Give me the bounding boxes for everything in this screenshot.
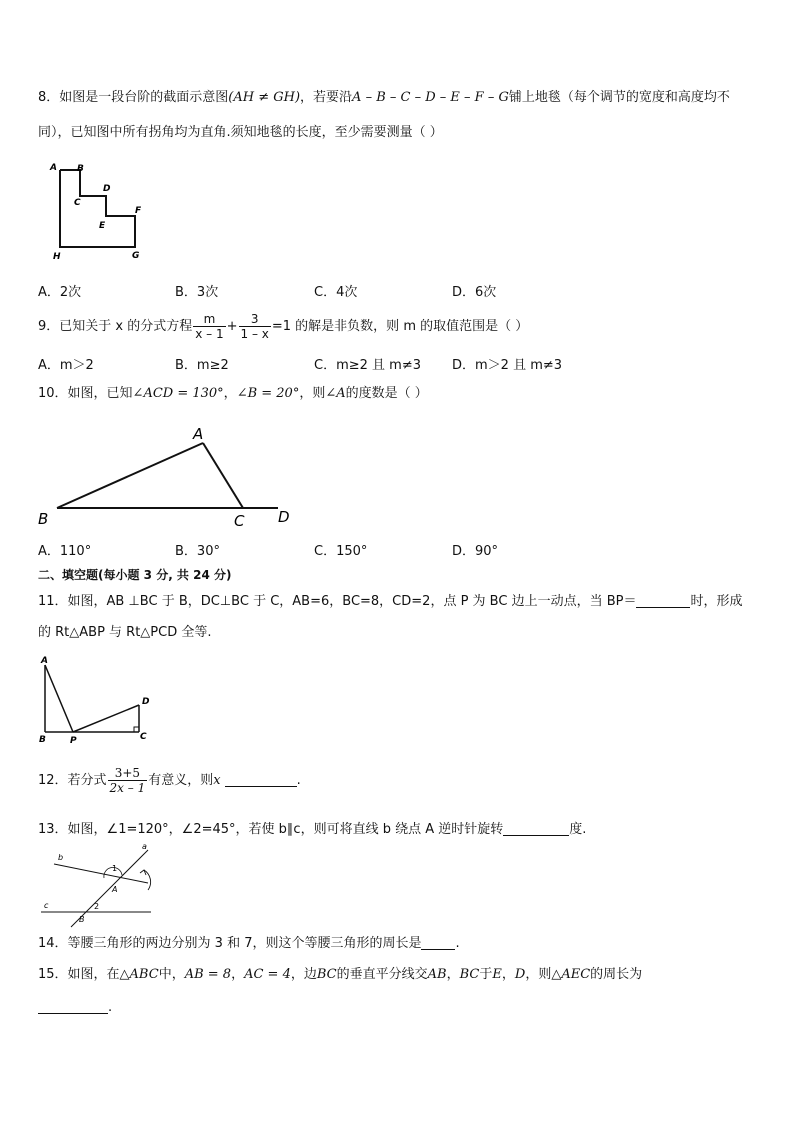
label-A: A bbox=[193, 425, 204, 443]
q8-text: 铺上地毯（每个调节的宽度和高度均不 bbox=[508, 90, 730, 105]
label-P: P bbox=[70, 736, 77, 746]
q12-text: . bbox=[296, 773, 301, 788]
q10-option-a: A．110° bbox=[38, 544, 92, 559]
label-C: C bbox=[74, 198, 81, 208]
q15-math: BC bbox=[459, 967, 480, 982]
q11-line2: 的 Rt△ABP 与 Rt△PCD 全等. bbox=[38, 625, 212, 640]
q14-text: 14．等腰三角形的两边分别为 3 和 7，则这个等腰三角形的周长是 bbox=[38, 936, 422, 951]
q9-fraction-1 bbox=[193, 312, 225, 341]
q8-line1 bbox=[38, 89, 730, 107]
q9-frac2-denominator: 1 – x bbox=[240, 327, 269, 341]
stair-outline bbox=[60, 170, 135, 247]
q14-text: . bbox=[455, 936, 460, 951]
q9-frac1-numerator: m bbox=[193, 312, 225, 327]
q15-text: ，边 bbox=[290, 967, 317, 982]
q9-plus: + bbox=[226, 319, 238, 334]
q9-line bbox=[38, 312, 528, 341]
q10-text: 10．如图，已知 bbox=[38, 386, 133, 401]
q15-text: ，则 bbox=[525, 967, 552, 982]
section-fill-blank-heading: 二、填空题(每小题 3 分, 共 24 分) bbox=[38, 568, 232, 582]
q13-line bbox=[38, 821, 586, 839]
q10-option-b: B．30° bbox=[175, 544, 220, 559]
label-F: F bbox=[135, 206, 142, 216]
q9-option-b: B．m≥2 bbox=[175, 358, 229, 373]
q10-option-c: C．150° bbox=[314, 544, 368, 559]
q8-text: ，若要沿 bbox=[300, 90, 353, 105]
q11-answer-blank[interactable] bbox=[636, 593, 690, 608]
q15-math: D bbox=[514, 967, 526, 982]
q11-figure bbox=[36, 652, 156, 747]
q11-text: 时，形成 bbox=[690, 594, 743, 609]
q9-option-c: C．m≥2 且 m≠3 bbox=[314, 358, 421, 373]
q15-math: E bbox=[492, 967, 502, 982]
q15-line1 bbox=[38, 966, 642, 984]
label-C: C bbox=[140, 732, 147, 742]
q15-math: △AEC bbox=[551, 967, 591, 982]
q9-fraction-2 bbox=[239, 312, 271, 341]
q10-math-b: ∠B = 20° bbox=[236, 386, 300, 401]
q12-text: 有意义，则 bbox=[148, 773, 214, 788]
label-E: E bbox=[99, 221, 106, 231]
label-D: D bbox=[278, 508, 290, 526]
q15-text: . bbox=[108, 1000, 113, 1015]
q8-stair-figure bbox=[40, 158, 160, 266]
q12-answer-blank[interactable] bbox=[225, 772, 297, 787]
q11-line1 bbox=[38, 593, 742, 611]
label-b: b bbox=[58, 853, 64, 862]
q15-math: △ABC bbox=[119, 967, 159, 982]
segment-ac bbox=[203, 443, 243, 508]
q10-line bbox=[38, 385, 428, 403]
label-A: A bbox=[112, 885, 118, 894]
q8-option-b: B．3次 bbox=[175, 285, 219, 300]
label-a: a bbox=[142, 842, 147, 851]
q15-math: AC = 4 bbox=[244, 967, 291, 982]
q8-line2: 同），已知图中所有拐角均为直角.须知地毯的长度，至少需要测量（ ） bbox=[38, 125, 443, 140]
label-B: B bbox=[79, 915, 85, 924]
q10-text: 的度数是（ ） bbox=[345, 386, 428, 401]
segment-pd bbox=[73, 705, 139, 732]
label-A: A bbox=[41, 656, 48, 666]
q15-math: AB = 8 bbox=[184, 967, 232, 982]
q15-text: 的周长为 bbox=[590, 967, 643, 982]
label-2: 2 bbox=[94, 902, 100, 911]
q15-answer-blank[interactable] bbox=[38, 999, 108, 1014]
label-B: B bbox=[39, 735, 46, 745]
segment-ap bbox=[45, 665, 73, 732]
label-D: D bbox=[142, 697, 150, 707]
label-B: B bbox=[77, 164, 84, 174]
q12-line bbox=[38, 766, 301, 796]
label-H: H bbox=[53, 252, 61, 262]
label-B: B bbox=[38, 510, 49, 528]
q12-denominator: 2x – 1 bbox=[109, 781, 146, 795]
q15-text: 15．如图，在 bbox=[38, 967, 120, 982]
label-G: G bbox=[132, 251, 140, 261]
q12-variable: x bbox=[213, 773, 221, 788]
q8-math-path: A – B – C – D – E – F – G bbox=[352, 90, 509, 105]
label-D: D bbox=[103, 184, 111, 194]
q10-text: ， bbox=[223, 386, 237, 401]
q13-text: 度. bbox=[569, 822, 587, 837]
q15-text: 于 bbox=[479, 967, 493, 982]
q8-option-d: D．6次 bbox=[452, 285, 497, 300]
q15-text: ， bbox=[231, 967, 245, 982]
q9-option-a: A．m＞2 bbox=[38, 358, 94, 373]
q14-answer-blank[interactable] bbox=[421, 935, 455, 950]
q10-option-d: D．90° bbox=[452, 544, 499, 559]
label-C: C bbox=[234, 512, 245, 530]
q10-math-acd: ∠ACD = 130° bbox=[132, 386, 224, 401]
q14-line bbox=[38, 935, 460, 953]
q12-numerator: 3+5 bbox=[108, 766, 148, 781]
label-c: c bbox=[44, 901, 49, 910]
q13-text: 13．如图，∠1=120°，∠2=45°，若使 b∥c，则可将直线 b 绕点 A 逆时针旋转 bbox=[38, 822, 504, 837]
q11-text: 11．如图，AB ⊥BC 于 B，DC⊥BC 于 C，AB=6，BC=8，CD=2，点 P 为 BC 边上一动点，当 BP＝ bbox=[38, 594, 637, 609]
q9-option-d: D．m＞2 且 m≠3 bbox=[452, 358, 563, 373]
q8-option-a: A．2次 bbox=[38, 285, 82, 300]
label-1: 1 bbox=[112, 864, 118, 873]
q8-option-c: C．4次 bbox=[314, 285, 358, 300]
q15-math: BC bbox=[316, 967, 337, 982]
q15-text: ， bbox=[501, 967, 515, 982]
q15-math: AB bbox=[427, 967, 447, 982]
q8-math-ah-gh: (AH ≠ GH) bbox=[228, 90, 301, 105]
q12-text: 12．若分式 bbox=[38, 773, 107, 788]
label-A: A bbox=[50, 163, 57, 173]
q9-text: 9．已知关于 x 的分式方程 bbox=[38, 319, 193, 334]
q15-text: 的垂直平分线交 bbox=[336, 967, 428, 982]
q10-math-a: ∠A bbox=[325, 386, 346, 401]
q15-line2 bbox=[38, 999, 112, 1017]
q15-text: 中， bbox=[158, 967, 185, 982]
q10-text: ，则 bbox=[299, 386, 326, 401]
q9-text: =1 的解是非负数，则 m 的取值范围是（ ） bbox=[271, 319, 529, 334]
q10-triangle-figure bbox=[30, 420, 305, 532]
q12-fraction bbox=[108, 766, 148, 795]
segment-ba bbox=[57, 443, 203, 508]
line-b bbox=[54, 864, 148, 883]
q8-text: 8．如图是一段台阶的截面示意图 bbox=[38, 90, 229, 105]
q9-frac2-numerator: 3 bbox=[239, 312, 271, 327]
q9-frac1-denominator: x – 1 bbox=[195, 327, 224, 341]
q15-text: ， bbox=[446, 967, 460, 982]
q13-figure bbox=[36, 840, 166, 928]
q13-answer-blank[interactable] bbox=[503, 821, 569, 836]
